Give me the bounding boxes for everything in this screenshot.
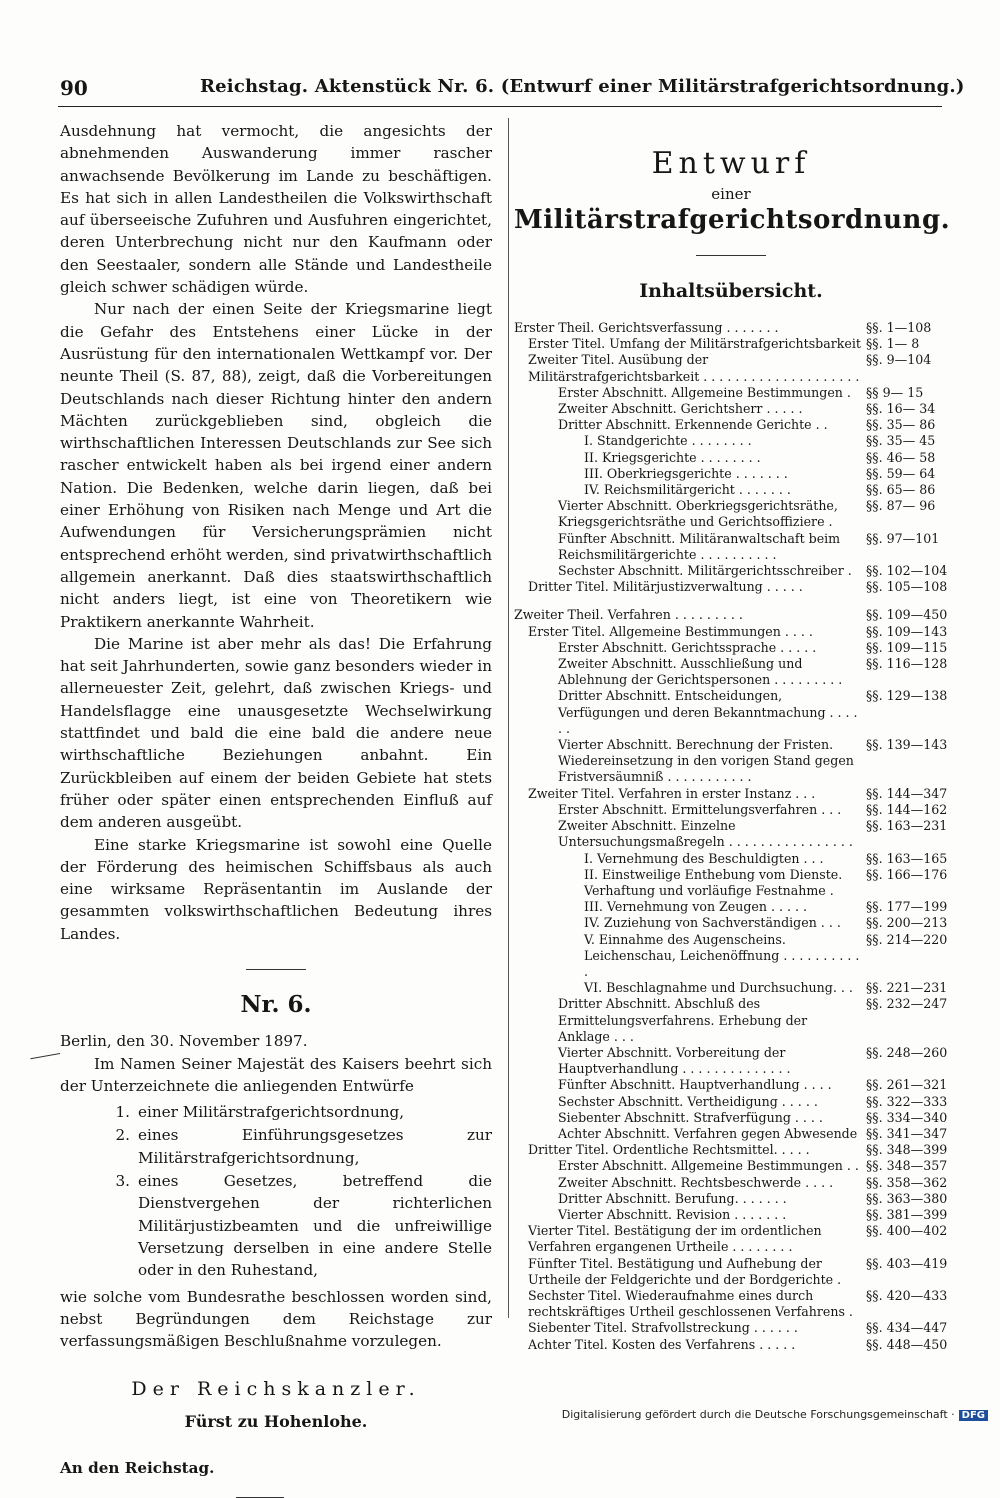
toc-heading: Inhaltsübersicht. [639,280,823,302]
toc-entry-label: Fünfter Abschnitt. Militäranwaltschaft beim Reichsmilitärgerichte . . . . . . . . . . [558,530,841,562]
toc-row [514,607,948,623]
enumeration [60,1101,492,1281]
toc-row [514,851,948,867]
toc-entry-label: I. Vernehmung des Beschuldigten . . . [584,850,824,866]
toc-entry-pages: §§. 248—260 [866,1044,948,1060]
draft-subtitle: einer [711,185,751,203]
toc-entry-pages: §§. 16— 34 [866,401,936,417]
toc-row [514,737,948,786]
toc-entry-label: IV. Reichsmilitärgericht . . . . . . . [584,482,791,498]
toc-entry-label: Vierter Abschnitt. Vorbereitung der Hauptverhandlung . . . . . . . . . . . . . . [558,1044,791,1077]
toc-entry-pages: §§. 434—447 [866,1320,948,1336]
list-item-text: einer Militärstrafgerichtsordnung, [138,1103,405,1122]
toc-entry-pages: §§. 334—340 [866,1109,948,1125]
toc-entry-label: Sechster Abschnitt. Vertheidigung . . . . . [558,1093,818,1109]
toc-entry-pages: §§. 163—165 [866,850,948,866]
list-item-text: eines Einführungsgesetzes zur Militärstrafgerichtsordnung, [138,1126,492,1167]
toc-entry-label: Vierter Abschnitt. Oberkriegsgerichtsräthe, Kriegsgerichtsräthe und Gerichtsoffiziere . [558,498,838,530]
toc-entry-pages: §§ 9— 15 [866,384,924,400]
toc-entry-pages: §§. 109—115 [866,639,948,655]
toc-entry-label: Siebenter Abschnitt. Strafverfügung . . . . [558,1109,823,1125]
toc-entry-label: Vierter Abschnitt. Revision . . . . . . . [558,1206,787,1222]
toc-entry-label: Zweiter Abschnitt. Ausschließung und Ablehnung der Gerichtspersonen . . . . . . . . . [558,656,843,688]
toc-row [514,579,948,595]
toc-entry-label: Erster Abschnitt. Ermittelungsverfahren . . . [558,801,842,817]
paragraph: Eine starke Kriegsmarine ist sowohl eine Quelle der Förderung des heimischen Schiffsbaus als auch eine wirksame Repräsentantin im Auslande der gesammten volkswirthschaftlichen Bedeutung ihres Landes. [60,835,492,943]
paragraph: Nur nach der einen Seite der Kriegsmarine liegt die Gefahr des Entstehens einer Lücke in der Ausrüstung für den internationalen Wettkampf vor. Der neunte Theil (S. 87, 88), zeigt, daß die Vorbereitungen Deutschlands nach dieser Richtung hinter den andern Mächten zurückgeblieben sind, obgleich die wirthschaftlichen Interessen Deutschlands zur See sich rascher entwickelt haben als bei irgend einer andern Nation. Die Bedenken, welche darin liegen, daß bei einer Erhöhung von Risiken nach Menge und Art die Aufwendungen für Versicherungsprämien nicht entsprechend erhöht werden, sind privatwirthschaftlich allgemein anerkannt. Daß dies staatswirthschaftlich nicht anders liegt, ist eine von Theoretikern wie Praktikern anerkannte Wahrheit. [60,300,492,631]
toc-entry-label: Erster Abschnitt. Allgemeine Bestimmungen . . [558,1158,859,1174]
toc-row [514,786,948,802]
toc-entry-label: Dritter Abschnitt. Abschluß des Ermittelungsverfahrens. Erhebung der Anklage . . . [558,996,808,1044]
toc-entry-pages: §§. 214—220 [866,931,948,947]
toc-row [514,1223,948,1255]
toc-row [514,320,948,336]
toc-entry-pages: §§. 448—450 [866,1336,948,1352]
closing-text: wie solche vom Bundesrathe beschlossen worden sind, nebst Begründungen dem Reichstage zur verfassungsmäßigen Beschlußnahme vorzulegen. [60,1287,492,1351]
page-header [60,76,965,104]
toc-entry-pages: §§. 109—450 [866,607,948,623]
toc-entry-label: III. Oberkriegsgerichte . . . . . . . [584,465,788,481]
toc-entry-label: Zweiter Abschnitt. Gerichtsherr . . . . . [558,401,803,417]
toc-row [514,996,948,1045]
toc-entry-pages: §§. 163—231 [866,818,948,834]
toc-entry-pages: §§. 341—347 [866,1125,948,1141]
toc-row [514,1207,948,1223]
toc-row [514,466,948,482]
toc-entry-pages: §§. 109—143 [866,623,948,639]
left-column [60,120,492,1498]
footer-text: Digitalisierung gefördert durch die Deutsche Forschungsgemeinschaft · [561,1408,955,1421]
paragraph: Ausdehnung hat vermocht, die angesichts der abnehmenden Auswanderung immer rascher anwachsende Bevölkerung im Lande zu beschäftigen. Es hat sich in allen Landestheilen die Volkswirthschaft auf überseeische Zufuhren und Ausfuhren eingerichtet, deren Unterbrechung nicht nur den Kaufmann oder den Seestaaler, sondern alle Stände und Landestheile gleich schwer schädigen würde. [60,122,492,297]
toc-row [514,640,948,656]
toc-entry-label: Erster Abschnitt. Allgemeine Bestimmungen . [558,384,851,400]
toc-row [514,1094,948,1110]
toc-entry-pages: §§. 348—357 [866,1158,948,1174]
toc-row [514,1337,948,1353]
toc-entry-label: Dritter Titel. Ordentliche Rechtsmittel. . . . . [528,1142,810,1158]
toc-row [514,1126,948,1142]
toc-row [514,352,948,384]
footer-credit [562,1408,988,1421]
toc-row [514,336,948,352]
signature-name: Fürst zu Hohenlohe. [184,1411,368,1431]
toc-entry-label: VI. Beschlagnahme und Durchsuchung. . . [584,980,853,996]
toc-entry-pages: §§. 65— 86 [866,482,936,498]
law-title: Militärstrafgerichtsordnung. [514,205,951,235]
list-item-number: 3. [115,1172,130,1191]
toc-entry-pages: §§. 105—108 [866,579,948,595]
toc-row [514,1320,948,1336]
paragraph: Die Marine ist aber mehr als das! Die Erfahrung hat seit Jahrhunderten, sowie ganz besonders wieder in allerneuester Zeit, gelehrt, daß zwischen Kriegs- und Handelsflagge eine unausgesetzte Wechselwirkung stattfindet und bald die eine bald die andere neue wirthschaftliche Beziehungen anbahnt. Ein Zurückbleiben auf einem der beiden Gebiete hat stets früher oder später einen entsprechenden Einfluß auf dem anderen ausgeübt. [60,634,492,832]
toc-row [514,498,948,530]
toc-entry-label: II. Kriegsgerichte . . . . . . . . [584,449,761,465]
toc-entry-pages: §§. 97—101 [866,530,940,546]
toc-entry-label: Erster Titel. Umfang der Militärstrafgerichtsbarkeit [528,336,861,352]
toc-entry-pages: §§. 1—108 [866,320,932,335]
toc-entry-pages: §§. 1— 8 [866,336,920,352]
toc-entry-label: II. Einstweilige Enthebung vom Dienste. Verhaftung und vorläufige Festnahme . [584,866,843,898]
toc-entry-label: Dritter Abschnitt. Berufung. . . . . . . [558,1190,787,1206]
toc-row [514,401,948,417]
title-separator [696,255,766,256]
margin-mark [30,1053,60,1059]
toc-row [514,1077,948,1093]
toc-entry-pages: §§. 232—247 [866,996,948,1012]
toc-entry-pages: §§. 46— 58 [866,449,936,465]
toc-entry-pages: §§. 200—213 [866,915,948,931]
toc-entry-label: IV. Zuziehung von Sachverständigen . . . [584,915,841,931]
toc-row [514,482,948,498]
toc-row [514,932,948,981]
toc-entry-label: V. Einnahme des Augenscheins. Leichenschau, Leichenöffnung . . . . . . . . . . . [584,931,860,979]
toc-row [514,867,948,899]
toc-entry-pages: §§. 420—433 [866,1287,948,1303]
toc-entry-pages: §§. 35— 86 [866,417,936,433]
toc-row [514,624,948,640]
toc-entry-pages: §§. 144—162 [866,801,948,817]
toc-entry-label: Dritter Abschnitt. Erkennende Gerichte . . [558,417,828,433]
toc-row [514,1110,948,1126]
toc-entry-pages: §§. 363—380 [866,1190,948,1206]
right-column [514,136,951,1353]
toc-row [514,915,948,931]
list-item [60,1124,492,1169]
toc-entry-pages: §§. 144—347 [866,785,948,801]
toc-entry-label: Zweiter Titel. Ausübung der Militärstrafgerichtsbarkeit . . . . . . . . . . . . . . . . . . . . [528,352,860,384]
addressee: An den Reichstag. [60,1459,215,1478]
document-number: Nr. 6. [240,990,312,1018]
toc-entry-label: Achter Abschnitt. Verfahren gegen Abwesende [558,1125,858,1141]
toc-entry-label: Zweiter Abschnitt. Rechtsbeschwerde . . . . [558,1174,834,1190]
toc-row [514,802,948,818]
running-title: Reichstag. Aktenstück Nr. 6. (Entwurf einer Militärstrafgerichtsordnung.) [200,76,965,97]
intro-text-content: Im Namen Seiner Majestät des Kaisers beehrt sich der Unterzeichnete die anliegenden Entwürfe [60,1054,492,1095]
intro-text [60,1053,492,1098]
toc-row [514,563,948,579]
toc-entry-pages: §§. 116—128 [866,656,948,672]
toc-entry-pages: §§. 9—104 [866,352,932,368]
toc-entry-pages: §§. 102—104 [866,563,948,579]
toc-entry-label: Achter Titel. Kosten des Verfahrens . . . . . [528,1336,796,1352]
toc-gap [514,595,948,607]
toc-entry-label: I. Standgerichte . . . . . . . . [584,433,752,449]
toc-entry-pages: §§. 59— 64 [866,465,936,481]
toc-entry-label: Erster Titel. Allgemeine Bestimmungen . . . . [528,623,813,639]
signature-title: Der Reichskanzler. [131,1378,421,1401]
toc-entry-pages: §§. 35— 45 [866,433,936,449]
toc-row [514,688,948,737]
toc-row [514,417,948,433]
toc-entry-pages: §§. 139—143 [866,737,948,753]
toc-entry-label: Zweiter Abschnitt. Einzelne Untersuchungsmaßregeln . . . . . . . . . . . . . . . . [558,818,853,850]
toc-entry-label: Erster Abschnitt. Gerichtssprache . . . . . [558,639,817,655]
dfg-logo: DFG [959,1410,988,1421]
toc-entry-label: Dritter Abschnitt. Entscheidungen, Verfügungen und deren Bekanntmachung . . . . . . [558,688,858,736]
toc-row [514,1175,948,1191]
toc-entry-pages: §§. 400—402 [866,1223,948,1239]
table-of-contents [514,320,948,1353]
toc-entry-label: Dritter Titel. Militärjustizverwaltung . . . . . [528,579,803,595]
toc-row [514,1045,948,1077]
toc-row [514,899,948,915]
column-divider [508,118,509,1318]
toc-entry-label: Fünfter Titel. Bestätigung und Aufhebung der Urtheile der Feldgerichte und der Bordgerichte . [528,1255,842,1287]
toc-row [514,1142,948,1158]
toc-entry-label: Siebenter Titel. Strafvollstreckung . . . . . . [528,1320,798,1336]
draft-title: Entwurf [651,146,811,181]
toc-row [514,433,948,449]
header-rule [58,106,942,107]
toc-entry-pages: §§. 129—138 [866,688,948,704]
list-item-number: 1. [115,1103,130,1122]
toc-entry-label: III. Vernehmung von Zeugen . . . . . [584,899,808,915]
list-item [60,1101,492,1123]
toc-entry-pages: §§. 322—333 [866,1093,948,1109]
toc-row [514,656,948,688]
toc-row [514,980,948,996]
toc-entry-pages: §§. 403—419 [866,1255,948,1271]
toc-entry-label: Fünfter Abschnitt. Hauptverhandlung . . . . [558,1077,832,1093]
toc-entry-pages: §§. 177—199 [866,899,948,915]
toc-entry-label: Erster Theil. Gerichtsverfassung . . . . . . . [514,320,779,335]
list-item-number: 2. [115,1126,130,1145]
toc-row [514,450,948,466]
toc-entry-label: Zweiter Titel. Verfahren in erster Instanz . . . [528,785,816,801]
toc-entry-pages: §§. 358—362 [866,1174,948,1190]
section-separator [246,969,306,970]
toc-row [514,531,948,563]
toc-entry-label: Zweiter Theil. Verfahren . . . . . . . . . [514,607,743,623]
page-number: 90 [60,76,88,100]
toc-entry-pages: §§. 87— 96 [866,498,936,514]
toc-row [514,1191,948,1207]
toc-entry-pages: §§. 221—231 [866,980,948,996]
list-item [60,1170,492,1281]
toc-row [514,385,948,401]
toc-entry-label: Sechster Abschnitt. Militärgerichtsschreiber . [558,563,852,579]
toc-row [514,1256,948,1288]
toc-entry-pages: §§. 348—399 [866,1142,948,1158]
toc-entry-pages: §§. 261—321 [866,1077,948,1093]
toc-entry-pages: §§. 166—176 [866,866,948,882]
toc-row [514,818,948,850]
date-line: Berlin, den 30. November 1897. [60,1032,308,1051]
toc-row [514,1288,948,1320]
toc-entry-label: Vierter Abschnitt. Berechnung der Fristen. Wiedereinsetzung in den vorigen Stand gegen Fristversäumniß . . . . . . . . . . . [558,737,854,785]
toc-entry-label: Vierter Titel. Bestätigung der im ordentlichen Verfahren ergangenen Urtheile . . . . . . . . [528,1223,822,1255]
toc-entry-pages: §§. 381—399 [866,1206,948,1222]
toc-row [514,1158,948,1174]
toc-entry-label: Sechster Titel. Wiederaufnahme eines durch rechtskräftiges Urtheil geschlossenen Verfahrens . [528,1287,853,1320]
list-item-text: eines Gesetzes, betreffend die Dienstvergehen der richterlichen Militärjustizbeamten und die unfreiwillige Versetzung derselben in eine andere Stelle oder in den Ruhestand, [138,1172,492,1280]
